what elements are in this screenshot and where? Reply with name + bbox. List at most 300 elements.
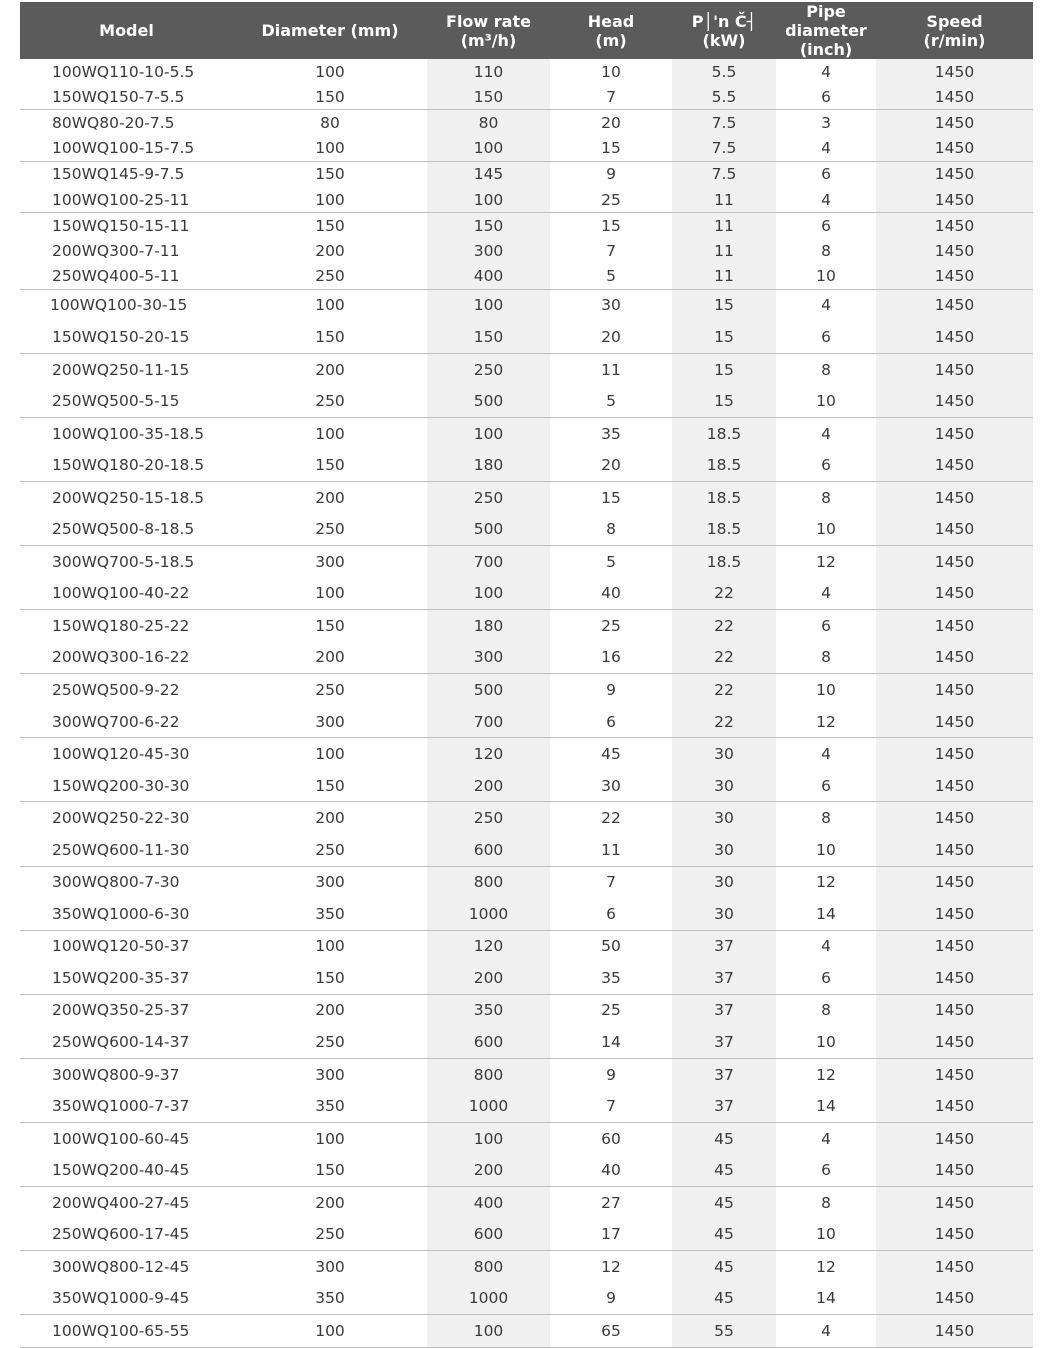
table-row [20, 289, 1033, 321]
cell-model: 250WQ600-17-45 [20, 1219, 233, 1251]
cell-power: 45 [672, 1154, 776, 1186]
cell-head: 9 [606, 681, 616, 700]
cell-speed: 1450 [876, 738, 1033, 770]
cell-pipe-diameter: 6 [776, 770, 876, 802]
cell-power: 11 [672, 264, 776, 290]
cell-pipe-diameter: 6 [821, 165, 831, 184]
table-row [20, 59, 1033, 84]
cell-power: 30 [672, 898, 776, 930]
cell-speed: 1450 [876, 1122, 1033, 1154]
table-row [20, 706, 1033, 738]
cell-pipe-diameter: 8 [821, 488, 831, 507]
cell-pipe-diameter: 8 [821, 241, 831, 260]
cell-head: 15 [601, 488, 621, 507]
cell-pipe-diameter: 8 [821, 1001, 831, 1020]
cell-pipe-diameter: 10 [776, 514, 876, 546]
cell-speed: 1450 [876, 110, 1033, 136]
cell-model: 300WQ800-12-45 [52, 1257, 190, 1276]
cell-power: 30 [672, 834, 776, 866]
cell-power: 37 [672, 930, 776, 962]
cell-power: 22 [672, 578, 776, 610]
cell-power: 45 [672, 1251, 776, 1283]
cell-head: 20 [550, 449, 672, 481]
table-row [20, 481, 1033, 513]
cell-head: 17 [550, 1219, 672, 1251]
cell-speed: 1450 [876, 578, 1033, 610]
cell-diameter: 150 [233, 770, 427, 802]
cell-pipe-diameter: 6 [776, 84, 876, 110]
cell-model: 100WQ100-65-55 [20, 1315, 233, 1348]
cell-head: 15 [601, 216, 621, 235]
header-power-label: P│'n Č┤ [691, 11, 757, 31]
cell-flow-rate: 120 [427, 930, 550, 962]
cell-head: 7 [550, 84, 672, 110]
cell-flow-rate: 800 [427, 866, 550, 898]
cell-diameter: 150 [315, 165, 345, 184]
cell-pipe-diameter: 4 [821, 62, 831, 81]
cell-model: 150WQ180-20-18.5 [20, 449, 233, 481]
cell-flow-rate: 200 [427, 962, 550, 994]
cell-flow-rate: 1000 [427, 1090, 550, 1122]
cell-head: 16 [550, 642, 672, 674]
header-flow-rate [427, 2, 550, 59]
cell-model: 250WQ400-5-11 [20, 264, 233, 290]
cell-speed: 1450 [876, 1090, 1033, 1122]
cell-model: 350WQ1000-7-37 [20, 1090, 233, 1122]
table-row [20, 1251, 1033, 1283]
cell-flow-rate: 800 [427, 1058, 550, 1090]
cell-flow-rate: 100 [427, 1315, 550, 1348]
cell-diameter: 100 [315, 1129, 345, 1148]
cell-power: 15 [672, 289, 776, 321]
table-row [20, 1026, 1033, 1058]
cell-flow-rate: 700 [427, 706, 550, 738]
cell-pipe-diameter: 4 [776, 187, 876, 213]
cell-speed: 1450 [876, 1251, 1033, 1283]
cell-speed: 1450 [876, 417, 1033, 449]
cell-head: 6 [550, 706, 672, 738]
cell-pipe-diameter: 14 [776, 898, 876, 930]
cell-head: 20 [550, 321, 672, 353]
cell-power: 37 [672, 994, 776, 1026]
cell-speed: 1450 [876, 187, 1033, 213]
cell-flow-rate: 500 [427, 514, 550, 546]
cell-speed: 1450 [876, 770, 1033, 802]
table-row [20, 802, 1033, 834]
cell-pipe-diameter: 6 [776, 1154, 876, 1186]
cell-pipe-diameter: 10 [776, 264, 876, 290]
header-power-unit: (kW) [702, 30, 746, 50]
cell-power: 22 [672, 610, 776, 642]
cell-diameter: 300 [315, 552, 345, 571]
cell-speed: 1450 [876, 481, 1033, 513]
cell-diameter: 300 [315, 1257, 345, 1276]
cell-head: 30 [550, 770, 672, 802]
cell-model: 350WQ1000-6-30 [20, 898, 233, 930]
cell-flow-rate: 600 [427, 1026, 550, 1058]
cell-pipe-diameter: 8 [776, 642, 876, 674]
cell-diameter: 100 [315, 424, 345, 443]
header-speed-label: Speed [926, 11, 983, 31]
cell-flow-rate: 800 [427, 1251, 550, 1283]
cell-pipe-diameter: 10 [776, 1026, 876, 1058]
cell-power: 45 [672, 1283, 776, 1315]
header-power [672, 2, 776, 59]
cell-diameter: 350 [233, 1090, 427, 1122]
cell-speed: 1450 [876, 161, 1033, 187]
cell-model: 100WQ100-30-15 [50, 296, 188, 315]
cell-head: 60 [601, 1129, 621, 1148]
cell-speed: 1450 [876, 706, 1033, 738]
cell-speed: 1450 [876, 514, 1033, 546]
pump-spec-table [20, 2, 1033, 1348]
cell-head: 20 [601, 113, 621, 132]
cell-model: 100WQ120-45-30 [52, 745, 190, 764]
cell-pipe-diameter: 14 [776, 1090, 876, 1122]
cell-diameter: 200 [315, 360, 345, 379]
cell-model: 100WQ120-50-37 [52, 937, 190, 956]
cell-pipe-diameter: 4 [821, 296, 831, 315]
cell-speed: 1450 [876, 1283, 1033, 1315]
cell-diameter: 150 [233, 84, 427, 110]
cell-speed: 1450 [876, 610, 1033, 642]
cell-diameter: 350 [233, 1283, 427, 1315]
cell-model: 200WQ400-27-45 [52, 1193, 190, 1212]
cell-pipe-diameter: 4 [821, 1129, 831, 1148]
cell-head: 14 [550, 1026, 672, 1058]
cell-head: 7 [606, 241, 616, 260]
cell-model: 150WQ150-20-15 [20, 321, 233, 353]
cell-flow-rate: 150 [427, 84, 550, 110]
cell-power: 37 [672, 962, 776, 994]
cell-diameter: 150 [233, 1154, 427, 1186]
cell-pipe-diameter: 8 [821, 1193, 831, 1212]
cell-flow-rate: 1000 [427, 898, 550, 930]
header-speed [876, 2, 1033, 59]
cell-head: 30 [601, 296, 621, 315]
cell-flow-rate: 120 [427, 738, 550, 770]
cell-flow-rate: 500 [427, 385, 550, 417]
cell-head: 5 [606, 552, 616, 571]
cell-flow-rate: 180 [427, 449, 550, 481]
cell-power: 15 [672, 385, 776, 417]
cell-flow-rate: 600 [427, 1219, 550, 1251]
cell-power: 7.5 [672, 136, 776, 162]
cell-head: 25 [601, 616, 621, 635]
cell-speed: 1450 [876, 321, 1033, 353]
table-row [20, 1122, 1033, 1154]
cell-pipe-diameter: 10 [816, 681, 836, 700]
cell-diameter: 150 [315, 616, 345, 635]
cell-diameter: 150 [315, 216, 345, 235]
table-row [20, 238, 1033, 263]
cell-head: 10 [601, 62, 621, 81]
cell-speed: 1450 [876, 264, 1033, 290]
cell-diameter: 350 [233, 898, 427, 930]
cell-model: 100WQ110-10-5.5 [52, 62, 195, 81]
cell-pipe-diameter: 3 [821, 113, 831, 132]
table-row [20, 213, 1033, 239]
cell-power: 5.5 [672, 84, 776, 110]
cell-power: 15 [672, 353, 776, 385]
cell-power: 11 [672, 187, 776, 213]
cell-speed: 1450 [876, 802, 1033, 834]
cell-power: 11 [672, 238, 776, 263]
cell-power: 37 [672, 1026, 776, 1058]
cell-diameter: 150 [233, 321, 427, 353]
cell-head: 40 [550, 1154, 672, 1186]
cell-diameter: 200 [233, 642, 427, 674]
cell-diameter: 250 [233, 264, 427, 290]
cell-diameter: 300 [233, 706, 427, 738]
cell-power: 22 [672, 674, 776, 706]
header-pipe-diameter [776, 2, 876, 59]
cell-model: 300WQ800-7-30 [52, 873, 180, 892]
cell-diameter: 100 [233, 187, 427, 213]
cell-pipe-diameter: 8 [821, 809, 831, 828]
cell-model: 200WQ250-11-15 [52, 360, 190, 379]
cell-model: 200WQ350-25-37 [52, 1001, 190, 1020]
header-diameter [233, 2, 427, 59]
cell-speed: 1450 [876, 1058, 1033, 1090]
table-row [20, 110, 1033, 136]
cell-model: 80WQ80-20-7.5 [52, 113, 175, 132]
cell-power: 11 [672, 213, 776, 239]
cell-power: 30 [672, 866, 776, 898]
cell-speed: 1450 [876, 1219, 1033, 1251]
table-row [20, 578, 1033, 610]
table-row [20, 1219, 1033, 1251]
cell-pipe-diameter: 6 [776, 449, 876, 481]
cell-model: 100WQ100-35-18.5 [52, 424, 205, 443]
cell-power: 55 [672, 1315, 776, 1348]
cell-flow-rate: 150 [427, 213, 550, 239]
cell-model: 150WQ200-40-45 [20, 1154, 233, 1186]
header-flow-rate-label: Flow rate [446, 11, 531, 31]
cell-diameter: 250 [233, 514, 427, 546]
table-row [20, 674, 1033, 706]
cell-head: 5 [550, 264, 672, 290]
cell-diameter: 200 [315, 241, 345, 260]
cell-power: 30 [672, 738, 776, 770]
cell-diameter: 200 [315, 1001, 345, 1020]
cell-power: 30 [672, 770, 776, 802]
cell-head: 25 [601, 1001, 621, 1020]
cell-model: 300WQ700-6-22 [20, 706, 233, 738]
cell-speed: 1450 [876, 289, 1033, 321]
cell-power: 37 [672, 1058, 776, 1090]
cell-head: 9 [606, 1065, 616, 1084]
cell-model: 250WQ500-8-18.5 [20, 514, 233, 546]
cell-diameter: 300 [315, 873, 345, 892]
cell-head: 11 [601, 360, 621, 379]
table-row [20, 610, 1033, 642]
cell-head: 15 [550, 136, 672, 162]
cell-model: 350WQ1000-9-45 [20, 1283, 233, 1315]
table-row [20, 514, 1033, 546]
table-row [20, 417, 1033, 449]
cell-model: 250WQ600-14-37 [20, 1026, 233, 1058]
cell-pipe-diameter: 6 [821, 216, 831, 235]
table-row [20, 546, 1033, 578]
cell-diameter: 200 [315, 809, 345, 828]
cell-pipe-diameter: 6 [776, 321, 876, 353]
cell-head: 12 [601, 1257, 621, 1276]
cell-speed: 1450 [876, 962, 1033, 994]
header-pipe-diameter-label: Pipe diameter [785, 2, 867, 40]
cell-power: 15 [672, 321, 776, 353]
header-model-label: Model [99, 21, 154, 40]
cell-model: 250WQ600-11-30 [20, 834, 233, 866]
cell-speed: 1450 [876, 674, 1033, 706]
cell-diameter: 250 [233, 834, 427, 866]
cell-flow-rate: 200 [427, 770, 550, 802]
table-row [20, 1154, 1033, 1186]
cell-model: 300WQ800-9-37 [52, 1065, 180, 1084]
cell-flow-rate: 400 [427, 1187, 550, 1219]
cell-power: 7.5 [672, 161, 776, 187]
cell-model: 100WQ100-15-7.5 [20, 136, 233, 162]
cell-diameter: 100 [233, 578, 427, 610]
table-row [20, 353, 1033, 385]
cell-flow-rate: 300 [427, 642, 550, 674]
header-head [550, 2, 672, 59]
cell-head: 45 [601, 745, 621, 764]
cell-head: 65 [550, 1315, 672, 1348]
table-row [20, 1058, 1033, 1090]
cell-speed: 1450 [876, 866, 1033, 898]
cell-flow-rate: 100 [427, 578, 550, 610]
cell-model: 150WQ150-7-5.5 [20, 84, 233, 110]
table-row [20, 264, 1033, 290]
cell-flow-rate: 200 [427, 1154, 550, 1186]
cell-speed: 1450 [876, 930, 1033, 962]
cell-head: 9 [550, 1283, 672, 1315]
cell-flow-rate: 110 [427, 59, 550, 84]
cell-flow-rate: 100 [427, 417, 550, 449]
cell-flow-rate: 250 [427, 353, 550, 385]
cell-head: 35 [601, 424, 621, 443]
header-flow-rate-unit: (m³/h) [460, 30, 517, 50]
cell-speed: 1450 [876, 898, 1033, 930]
table-row [20, 84, 1033, 110]
cell-diameter: 200 [315, 1193, 345, 1212]
cell-power: 37 [672, 1090, 776, 1122]
cell-flow-rate: 100 [427, 289, 550, 321]
cell-diameter: 250 [315, 681, 345, 700]
cell-power: 18.5 [672, 514, 776, 546]
cell-speed: 1450 [876, 834, 1033, 866]
cell-pipe-diameter: 14 [776, 1283, 876, 1315]
header-head-label: Head [587, 11, 635, 31]
cell-pipe-diameter: 4 [776, 578, 876, 610]
cell-head: 7 [550, 1090, 672, 1122]
cell-model: 100WQ100-60-45 [52, 1129, 190, 1148]
pump-spec-table-container [20, 2, 1033, 1348]
header-diameter-label: Diameter (mm) [261, 21, 399, 40]
cell-speed: 1450 [876, 1026, 1033, 1058]
table-row [20, 385, 1033, 417]
cell-head: 25 [550, 187, 672, 213]
table-row [20, 962, 1033, 994]
table-row [20, 1315, 1033, 1348]
table-row [20, 161, 1033, 187]
cell-power: 7.5 [672, 110, 776, 136]
table-row [20, 738, 1033, 770]
cell-diameter: 100 [233, 1315, 427, 1348]
cell-model: 200WQ300-16-22 [20, 642, 233, 674]
cell-model: 150WQ180-25-22 [52, 616, 190, 635]
cell-speed: 1450 [876, 385, 1033, 417]
cell-speed: 1450 [876, 213, 1033, 239]
cell-head: 5 [550, 385, 672, 417]
cell-head: 6 [550, 898, 672, 930]
table-body [20, 59, 1033, 1347]
table-row [20, 187, 1033, 213]
cell-speed: 1450 [876, 449, 1033, 481]
cell-power: 45 [672, 1122, 776, 1154]
table-row [20, 321, 1033, 353]
header-speed-unit: (r/min) [923, 30, 986, 50]
cell-model: 300WQ700-5-18.5 [52, 552, 195, 571]
cell-speed: 1450 [876, 546, 1033, 578]
cell-diameter: 100 [315, 62, 345, 81]
cell-model: 150WQ200-30-30 [20, 770, 233, 802]
cell-head: 50 [601, 937, 621, 956]
table-row [20, 866, 1033, 898]
cell-speed: 1450 [876, 238, 1033, 263]
cell-model: 200WQ250-22-30 [52, 809, 190, 828]
cell-diameter: 80 [320, 113, 340, 132]
cell-flow-rate: 400 [427, 264, 550, 290]
cell-diameter: 200 [315, 488, 345, 507]
cell-power: 18.5 [672, 417, 776, 449]
table-row [20, 642, 1033, 674]
cell-pipe-diameter: 12 [776, 706, 876, 738]
cell-flow-rate: 350 [427, 994, 550, 1026]
cell-pipe-diameter: 12 [816, 1257, 836, 1276]
cell-pipe-diameter: 4 [821, 745, 831, 764]
cell-model: 100WQ100-40-22 [20, 578, 233, 610]
cell-power: 18.5 [672, 449, 776, 481]
cell-speed: 1450 [876, 84, 1033, 110]
cell-flow-rate: 100 [427, 1122, 550, 1154]
cell-flow-rate: 100 [427, 136, 550, 162]
cell-diameter: 150 [233, 449, 427, 481]
cell-flow-rate: 250 [427, 802, 550, 834]
cell-head: 27 [601, 1193, 621, 1212]
cell-pipe-diameter: 4 [821, 424, 831, 443]
table-row [20, 1187, 1033, 1219]
cell-power: 5.5 [672, 59, 776, 84]
cell-speed: 1450 [876, 642, 1033, 674]
cell-speed: 1450 [876, 1154, 1033, 1186]
cell-model: 250WQ500-9-22 [52, 681, 180, 700]
cell-flow-rate: 145 [427, 161, 550, 187]
cell-pipe-diameter: 6 [776, 962, 876, 994]
cell-speed: 1450 [876, 1187, 1033, 1219]
cell-diameter: 150 [233, 962, 427, 994]
cell-pipe-diameter: 8 [821, 360, 831, 379]
cell-pipe-diameter: 4 [776, 1315, 876, 1348]
table-row [20, 449, 1033, 481]
cell-flow-rate: 180 [427, 610, 550, 642]
cell-head: 35 [550, 962, 672, 994]
cell-head: 22 [601, 809, 621, 828]
header-row [20, 2, 1033, 59]
cell-power: 22 [672, 706, 776, 738]
cell-head: 40 [550, 578, 672, 610]
